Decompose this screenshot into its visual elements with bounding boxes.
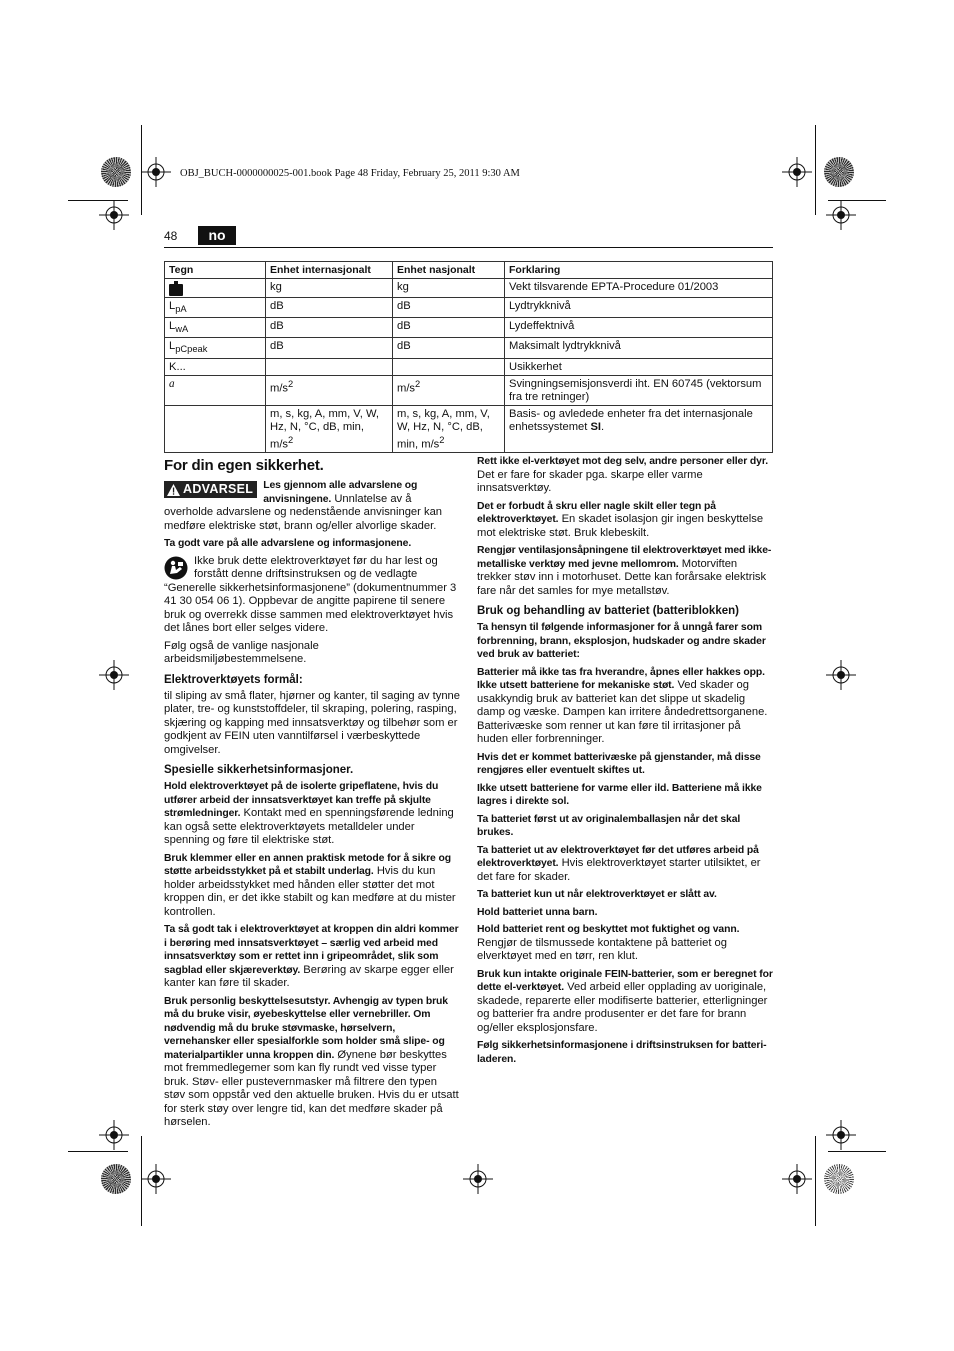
column-header: Tegn — [165, 262, 266, 279]
battery-heading: Bruk og behandling av batteriet (batteriblokken) — [477, 605, 739, 617]
safety-lead: Hold batteriet unna barn. — [477, 906, 598, 918]
symbol-cell: a — [165, 375, 266, 405]
safety-text: Rengjør de tilsmussede kontaktene på batteriet og elverktøyet med en tørr, ren klut. — [477, 936, 727, 962]
safety-paragraph — [164, 923, 460, 991]
warning-label: ADVARSEL — [183, 481, 254, 496]
safety-paragraph — [477, 906, 773, 920]
symbol-subscript: wA — [175, 324, 189, 335]
table-cell — [393, 358, 505, 375]
safety-lead: Ta batteriet ut av elektroverktøyet før det utføres arbeid på elektroverktøyet. — [477, 844, 759, 869]
table-row — [165, 298, 773, 318]
table-cell: dB — [266, 318, 393, 338]
symbol-cell: K... — [165, 358, 266, 375]
units-table — [164, 261, 773, 453]
weight-icon — [169, 281, 183, 296]
unit-superscript: 2 — [439, 434, 445, 445]
manual-paragraph — [164, 555, 460, 636]
safety-text: Ved arbeid eller opplading av uoriginale, skadede, reparerte eller modifiserte batterier, etterligninger og batterier fra andre produsenter er det fare for brann og/eller eksplosjonsfare. — [477, 981, 768, 1034]
safety-lead: Bruk kun intakte originale FEIN-batterier, som er beregnet for dette el-verktøyet. — [477, 968, 773, 993]
table-cell: Usikkerhet — [505, 358, 773, 375]
crosshair-target-icon — [99, 200, 129, 230]
right-column — [477, 455, 773, 1070]
safety-lead: Hold elektroverktøyet på de isolerte gripeflatene, hvis du utfører arbeid der innsatsverktøyet kan treffe på skjulte strømledninger. — [164, 781, 439, 819]
cell-text: . — [601, 420, 605, 433]
safety-paragraph — [477, 1039, 773, 1066]
registration-wheel-icon — [101, 1164, 131, 1194]
left-column — [164, 455, 460, 1134]
safety-lead: Ta batteriet først ut av originalemballasjen når det skal brukes. — [477, 813, 741, 838]
safety-paragraph — [477, 782, 773, 809]
special-safety-heading: Spesielle sikkerhetsinformasjoner. — [164, 764, 354, 776]
safety-paragraph — [477, 968, 773, 1036]
registration-wheel-icon — [101, 157, 131, 187]
warning-paragraph — [164, 479, 460, 533]
table-row — [165, 338, 773, 358]
table-cell — [266, 405, 393, 453]
purpose-text: til sliping av små flater, hjørner og kanter, til saging av tynne plater, tre- og kunststoffdeler, til skraping, polering, rasping, skjæring og kapping med innsatsverktøy og tilbehør som er godkjent av FEIN uten vanntilførsel i værbeskyttede omgivelser. — [164, 689, 460, 756]
safety-lead: Ikke utsett batteriene for varme eller ild. Batteriene må ikke lagres i direkte sol. — [477, 782, 762, 807]
safety-text: Kontakt med en spenningsførende ledning kan også sette elektroverktøyets metalldeler under spenning og føre til elektriske støt. — [164, 807, 454, 846]
safety-lead: Rett ikke el-verktøyet mot deg selv, andre personer eller dyr. — [477, 456, 769, 467]
safety-paragraph — [477, 923, 773, 964]
unit-text: m/s — [270, 382, 289, 395]
table-row — [165, 375, 773, 405]
table-row — [165, 358, 773, 375]
warning-badge — [164, 481, 257, 498]
crosshair-target-icon — [782, 1164, 812, 1194]
table-cell: Lydeffektnivå — [505, 318, 773, 338]
safety-lead: Ta hensyn til følgende informasjoner for å unngå farer som forbrenning, brann, eksplosjon, hudskader og andre skader ved bruk av batteriet: — [477, 622, 766, 660]
symbol-subscript: pCpeak — [175, 344, 208, 355]
safety-paragraph — [477, 621, 773, 662]
safety-lead: Det er forbudt å skru eller nagle skilt eller tegn på elektroverktøyet. — [477, 500, 716, 525]
unit-text: m, s, kg, A, mm, V, W, Hz, N, °C, dB, min, m/s — [270, 407, 379, 451]
table-cell: Vekt tilsvarende EPTA-Procedure 01/2003 — [505, 279, 773, 298]
safety-paragraph — [477, 666, 773, 747]
warning-text: Unnlatelse av å overholde advarslene og nedenstående anvisninger kan medføre elektriske støt, brann og/eller alvorlige skader. — [164, 492, 443, 532]
safety-paragraph — [477, 500, 773, 541]
table-cell: kg — [266, 279, 393, 298]
safety-lead: Hvis det er kommet batterivæske på gjenstander, må disse rengjøres eller eventuelt skiftes ut. — [477, 751, 761, 776]
crosshair-target-icon — [141, 157, 171, 187]
symbol-text: L — [169, 320, 176, 333]
symbol-cell — [165, 338, 266, 358]
safety-paragraph — [164, 780, 460, 848]
table-cell — [505, 405, 773, 453]
safety-text: Ved skader og usakkyndig bruk av batteriet kan det slippe ut skadelig damp og væske. Dampen kan irritere åndedrettsorganene. Batterivæske som renner ut kan føre til irritasjoner på huden eller forbrenninger. — [477, 679, 768, 745]
cell-text: Basis- og avledede enheter fra det internasjonale enhetssystemet — [509, 407, 753, 433]
safety-paragraph — [477, 888, 773, 902]
table-cell: dB — [393, 298, 505, 318]
header-divider — [164, 247, 773, 248]
crosshair-target-icon — [826, 660, 856, 690]
crosshair-target-icon — [99, 1120, 129, 1150]
table-cell: Lydtrykknivå — [505, 298, 773, 318]
safety-text: Øynene bør beskyttes mot fremmedlegemer som kan fly rundt ved visse typer bruk. Støv- eller pustevernmasker må filtrere den typen støv som oppstår ved den aktuelle bruken. Hvis du er utsatt for sterk støy over lengre tid, kan det medføre skader på hørselen. — [164, 1048, 459, 1128]
crosshair-target-icon — [99, 660, 129, 690]
unit-superscript: 2 — [288, 378, 294, 389]
safety-lead: Bruk klemmer eller en annen praktisk metode for å sikre og støtte arbeidsstykket på et stabilt underlag. — [164, 852, 451, 877]
book-file-info: OBJ_BUCH-0000000025-001.book Page 48 Friday, February 25, 2011 9:30 AM — [180, 168, 520, 179]
safety-text: Motorviften trekker støv inn i motorhuset. Dette kan forårsake elektrisk fare når det samles for mye metallstøv. — [477, 557, 767, 597]
column-header: Enhet nasjonalt — [393, 262, 505, 279]
safety-paragraph — [477, 844, 773, 885]
unit-text: m, s, kg, A, mm, V, W, Hz, N, °C, dB, min, m/s — [397, 407, 490, 451]
si-abbrev: SI — [590, 420, 602, 433]
safety-lead: Ta så godt tak i elektroverktøyet at kroppen din aldri kommer i berøring med innsatsverktøyet – særlig ved arbeid med innsatsverktøy som er rettet inn i gripeområdet, slik som sagblad eller skjæreverktøy. — [164, 924, 459, 976]
crosshair-target-icon — [826, 1120, 856, 1150]
safety-text: Hvis elektroverktøyet starter utilsiktet, er det fare for skader. — [477, 857, 761, 883]
unit-superscript: 2 — [288, 434, 294, 445]
safety-text: En skadet isolasjon gir ingen beskyttelse mot elektriske støt. Bruk klebeskilt. — [477, 513, 764, 539]
column-header: Enhet internasjonalt — [266, 262, 393, 279]
keep-instructions-text: Ta godt vare på alle advarslene og informasjonene. — [164, 538, 412, 549]
safety-text: Hvis du kun holder arbeidsstykket med hånden eller støtter det mot kroppen din, er det ikke stabilt og kan medføre at du mister kontrollen. — [164, 865, 456, 918]
safety-paragraph — [164, 995, 460, 1130]
unit-superscript: 2 — [415, 378, 421, 389]
symbol-cell — [165, 318, 266, 338]
table-cell: dB — [266, 298, 393, 318]
symbol-text: L — [169, 300, 176, 312]
safety-lead: Hold batteriet rent og beskyttet mot fuktighet og vann. — [477, 924, 740, 935]
read-manual-icon — [164, 556, 188, 580]
symbol-cell — [165, 279, 266, 298]
safety-paragraph — [477, 544, 773, 598]
table-cell: kg — [393, 279, 505, 298]
table-cell — [393, 405, 505, 453]
safety-lead: Følg sikkerhetsinformasjonene i driftsinstruksen for batteri-laderen. — [477, 1040, 767, 1065]
table-cell — [266, 358, 393, 375]
table-row — [165, 318, 773, 338]
symbol-cell — [165, 405, 266, 453]
safety-lead: Batterier må ikke tas fra hverandre, åpnes eller hakkes opp. Ikke utsett batteriene for mekaniske støt. — [477, 666, 765, 691]
safety-text: Berøring av skarpe egger eller kanter kan føre til skader. — [164, 963, 454, 989]
crosshair-target-icon — [826, 200, 856, 230]
symbol-text: L — [169, 340, 176, 353]
column-header: Forklaring — [505, 262, 773, 279]
manual-text: Ikke bruk dette elektroverktøyet før du har lest og forstått denne driftsinstruksen og de vedlagte “Generelle sikkerhetsinformasjonene” (dokumentnummer 3 41 30 054 06 1). Oppbevar de angitte papirene til senere bruk og overrekk disse sammen med elektroverktøyet hvis det lånes bort eller selges videre. — [164, 554, 457, 634]
purpose-heading: Elektroverktøyets formål: — [164, 673, 303, 686]
table-cell: dB — [393, 318, 505, 338]
table-cell: Maksimalt lydtrykknivå — [505, 338, 773, 358]
registration-wheel-icon — [824, 157, 854, 187]
safety-lead: Ta batteriet kun ut når elektroverktøyet er slått av. — [477, 889, 717, 900]
keep-instructions — [164, 537, 460, 551]
table-cell: dB — [393, 338, 505, 358]
symbol-cell — [165, 298, 266, 318]
registration-wheel-icon — [824, 1164, 854, 1194]
crosshair-target-icon — [782, 157, 812, 187]
crosshair-target-icon — [463, 1164, 493, 1194]
safety-paragraph — [164, 852, 460, 920]
safety-paragraph — [477, 455, 773, 496]
table-row — [165, 405, 773, 453]
language-badge: no — [198, 226, 236, 245]
crosshair-target-icon — [141, 1164, 171, 1194]
safety-text: Det er fare for skader pga. skarpe eller varme innsatsverktøy. — [477, 468, 703, 494]
table-header-row — [165, 262, 773, 279]
warning-lead: Les gjennom alle advarslene og anvisningene. — [263, 480, 418, 505]
table-cell — [393, 375, 505, 405]
table-cell: Svingningsemisjonsverdi iht. EN 60745 (vektorsum fra tre retninger) — [505, 375, 773, 405]
safety-paragraph — [477, 751, 773, 778]
national-rules: Følg også de vanlige nasjonale arbeidsmiljøbestemmelsene. — [164, 639, 319, 665]
page-number: 48 — [164, 229, 178, 243]
table-cell: dB — [266, 338, 393, 358]
unit-text: m/s — [397, 382, 416, 395]
symbol-subscript: pA — [175, 304, 187, 315]
safety-lead: Bruk personlig beskyttelsesutstyr. Avhengig av typen bruk må du bruke visir, øyebeskyttelse eller vernebriller. Om nødvendig må du bruke støvmaske, hørselvern, vernehansker eller spesialforkle som holder små slipe- og materialpartikler unna kroppen din. — [164, 995, 448, 1061]
safety-paragraph — [477, 813, 773, 840]
table-cell — [266, 375, 393, 405]
section-title: For din egen sikkerhet. — [164, 457, 324, 474]
safety-lead: Rengjør ventilasjonsåpningene til elektroverktøyet med ikke-metalliske verktøy med jevne mellomrom. — [477, 545, 772, 570]
warning-triangle-icon — [167, 484, 180, 496]
table-row — [165, 279, 773, 298]
